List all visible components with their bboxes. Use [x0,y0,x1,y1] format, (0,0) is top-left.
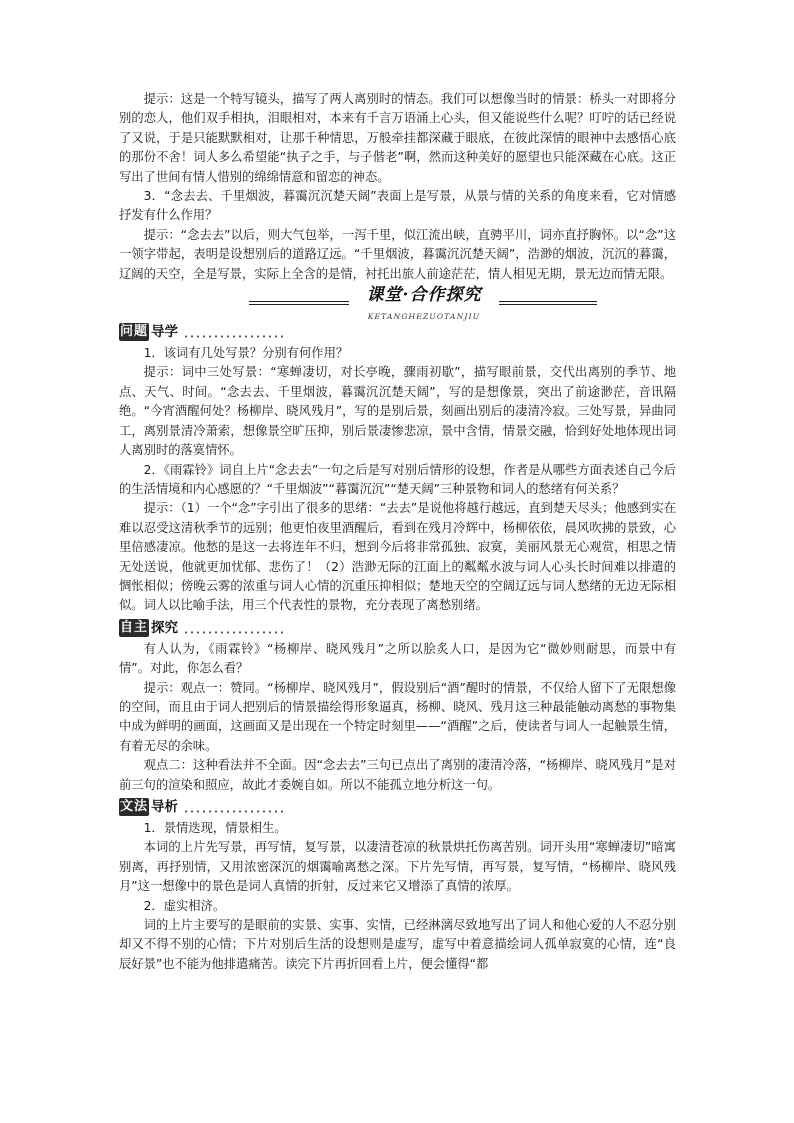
viewpoint-1: 提示：观点一：赞同。“杨柳岸、晓风残月”，假设别后“酒”醒时的情景，不仅给人留下了无限想像的空间，而且由于词人把别后的情景描绘得形象逼真，杨柳、晓风、残月这三种最能触动离愁的事物集中成为鲜明的画面，这画面又是出现在一个特定时刻里——“酒醒”之后，使读者与词人一起触景生情，有着无尽的余味。 [119,680,676,753]
analysis-paragraph-1: 本词的上片先写景，再写情，复写景，以凄清苍凉的秋景烘托伤离苦别。词开头用“寒蝉凄切”暗寓别离，再抒别情，又用浓密深沉的烟霭喻离愁之深。下片先写情，再写景，复写情，“杨柳岸、晓风残月”这一想像中的景色是词人真情的折射，反过来它又增添了真情的浓厚。 [119,840,676,894]
banner-title: 课堂·合作探究 [366,285,482,306]
analysis-heading-1: 1．景情迭现，情景相生。 [143,821,287,835]
analysis-paragraph-2: 词的上片主要写的是眼前的实景、实事、实情，已经淋漓尽致地写出了词人和他心爱的人不忍分别却又不得不别的心情；下片对别后生活的设想则是虚写，虚写中着意描绘词人孤单寂寞的心情，连“良辰好景”也不能为他排遣痛苦。读完下片再折回看上片，便会懂得“都 [119,918,676,971]
document-page [119,90,676,974]
section-badge: 自主 [119,619,148,635]
banner-subtitle: KETANGHEZUOTANJIU [367,312,481,322]
question-2: 2．《雨霖铃》词自上片“念去去”一句之后是写对别后情形的设想，作者是从哪些方面表述自己今后的生活情境和内心感愿的？“千里烟波”“暮霭沉沉”“楚天阔”三种景物和词人的愁绪有何关系？ [119,462,676,496]
section-badge: 文法 [119,799,148,814]
question-1: 1．该词有几处写景？分别有何作用？ [143,346,349,361]
dotted-rule [183,810,283,813]
dotted-rule [183,335,283,338]
section-badge: 问题 [119,324,148,340]
section-heading-zizhu [119,618,676,640]
banner-rule-right [499,301,597,305]
section-heading-text: 探究 [151,619,178,636]
viewpoint-2: 观点二：这种看法并不全面。因“念去去”三句已点出了离别的凄清冷落，“杨柳岸、晓风残月”是对前三句的渲染和照应，故此才委婉自如。所以不能孤立地分析这一句。 [119,758,676,792]
analysis-heading-2: 2．虚实相济。 [143,898,226,913]
banner-rule-left [249,301,349,305]
explore-question: 有人认为，《雨霖铃》“杨柳岸、晓风残月”之所以脍炙人口，是因为它“微妙则耐思，而景中有情”。对此，你怎么看？ [119,641,676,676]
answer-2: 提示：（1）一个“念”字引出了很多的思绪：“去去”是说他将越行越远，直到楚天尽头；他感到实在难以忍受这清秋季节的远别；他更怕夜里酒醒后，看到在残月冷辉中，杨柳依依，晨风吹拂的景致，心里倍感凄凉。他愁的是这一去将连年不归，想到今后将非常孤独、寂寞，美丽风景无心观赏，相思之情无处送说，他就更加忧郁、悲伤了！（2）浩渺无际的江面上的粼粼水波与词人心头长时间难以排遣的惆怅相似；傍晚云雾的浓重与词人心情的沉重压抑相似；楚地天空的空阔辽远与词人愁绪的无边无际相似。词人以比喻手法，用三个代表性的景物，充分表现了离愁别绪。 [119,501,676,613]
section-banner [119,285,676,322]
question-3: 3．“念去去、千里烟波，暮霭沉沉楚天阔”表面上是写景，从景与情的关系的角度来看，它对情感抒发有什么作用？ [119,189,676,223]
section-heading-text: 导析 [151,799,178,815]
intro-hint-paragraph: 提示：这是一个特写镜头，描写了两人离别时的情态。我们可以想像当时的情景：桥头一对即将分别的恋人，他们双手相执，泪眼相对，本来有千言万语涌上心头，但又能说些什么呢？叮咛的话已经说了又说，于是只能默默相对，让那千种情思，万般牵挂都深藏于眼底，在彼此深情的眼神中去感悟心底的那份不舍！词人多么希望能“执子之手，与子偕老”啊，然而这种美好的愿望也只能深藏在心底。这正写出了世间有情人惜别的绵绵情意和留恋的神态。 [119,92,676,184]
dotted-rule [183,631,283,634]
answer-3: 提示：“念去去”以后，则大气包举，一泻千里，似江流出峡，直骋平川，词亦直抒胸怀。以“念”这一领字带起，表明是设想别后的道路辽远。“千里烟波，暮霭沉沉楚天阔”，浩渺的烟波，沉沉的暮霭，辽阔的天空，全是写景，实际上全含的是情，衬托出旅人前途茫茫，情人相见无期，景无边而情无限。 [119,227,676,281]
section-heading-wenfa [119,797,676,819]
answer-1: 提示：词中三处写景：“寒蝉凄切，对长亭晚，骤雨初歇”，描写眼前景，交代出离别的季节、地点、天气、时间。“念去去、千里烟波，暮霭沉沉楚天阔”，写的是想像景，突出了前途渺茫，音讯隔绝。“今宵酒醒何处？杨柳岸、晓风残月”，写的是别后景，刻画出别后的凄清冷寂。三处写景，异曲同工，离别景清冷萧索，想像景空旷压抑，别后景凄惨悲凉，景中含情，情景交融，恰到好处地体现出词人离别时的落寞情怀。 [119,365,676,458]
section-heading-text: 导学 [151,324,178,341]
section-heading-wenti [119,322,676,344]
